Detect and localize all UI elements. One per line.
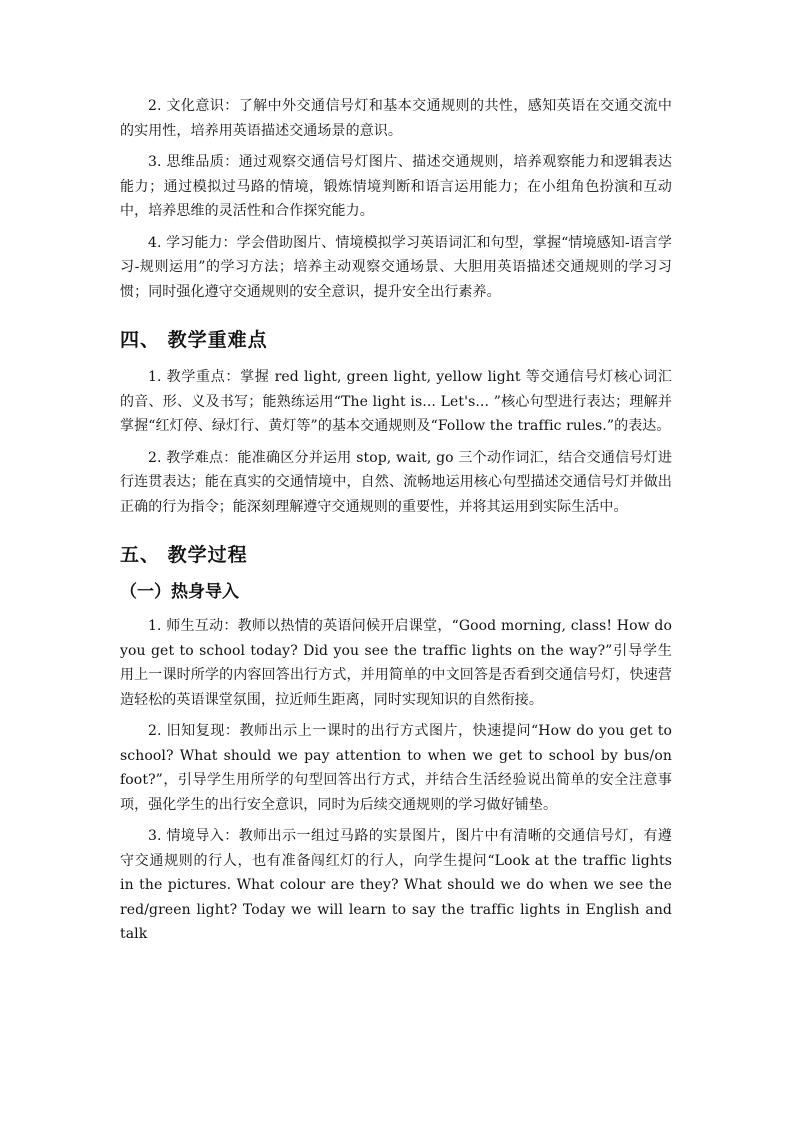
paragraph-interaction: 1. 师生互动：教师以热情的英语问候开启课堂，“Good morning, class! How do you get to school today? Did you see the traffic lights on the way?”引导学生用上一课时所学的内容回答出行方式，并用简单的中文回答是否看到交通信号灯，快速营造轻松的英语课堂氛围，拉近师生距离，同时实现知识的自然衔接。 [120,618,672,708]
paragraph-difficult-point: 2. 教学难点：能准确区分并运用 stop, wait, go 三个动作词汇，结合交通信号灯进行连贯表达；能在真实的交通情境中，自然、流畅地运用核心句型描述交通信号灯并做出正确的行为指令；能深刻理解遵守交通规则的重要性，并将其运用到实际生活中。 [120,449,672,515]
paragraph-culture: 2. 文化意识：了解中外交通信号灯和基本交通规则的共性，感知英语在交通交流中的实用性，培养用英语描述交通场景的意识。 [120,98,672,139]
document-page [120,94,672,954]
subsection-heading-warmup: （一）热身导入 [120,582,239,602]
paragraph-key-point: 1. 教学重点：掌握 red light, green light, yellow light 等交通信号灯核心词汇的音、形、义及书写；能熟练运用“The light is... Let's... ”核心句型进行表达；理解并掌握“红灯停、绿灯行、黄灯等”的基本交通规则及“Follow the traffic rules.”的表达。 [120,369,672,434]
paragraph-thinking: 3. 思维品质：通过观察交通信号灯图片、描述交通规则，培养观察能力和逻辑表达能力；通过模拟过马路的情境，锻炼情境判断和语言运用能力；在小组角色扮演和互动中，培养思维的灵活性和合作探究能力。 [120,154,672,219]
section-heading-process: 五、 教学过程 [120,544,248,566]
paragraph-review: 2. 旧知复现：教师出示上一课时的出行方式图片，快速提问“How do you get to school? What should we pay attention to when we get to school by bus/on foot?”，引导学生用所学的句型回答出行方式，并结合生活经验说出简单的安全注意事项，强化学生的出行安全意识，同时为后续交通规则的学习做好铺垫。 [120,723,672,813]
paragraph-learning: 4. 学习能力：学会借助图片、情境模拟学习英语词汇和句型，掌握“情境感知-语言学习-规则运用”的学习方法；培养主动观察交通场景、大胆用英语描述交通规则的学习习惯；同时强化遵守交通规则的安全意识，提升安全出行素养。 [120,234,672,300]
section-heading-key-points: 四、 教学重难点 [120,329,268,351]
paragraph-lead-in: 3. 情境导入：教师出示一组过马路的实景图片，图片中有清晰的交通信号灯，有遵守交通规则的行人，也有准备闯红灯的行人，向学生提问“Look at the traffic lights in the pictures. What colour are they? What should we do when we see the red/green light? Today we will learn to say the traffic lights in English and talk [120,828,672,942]
